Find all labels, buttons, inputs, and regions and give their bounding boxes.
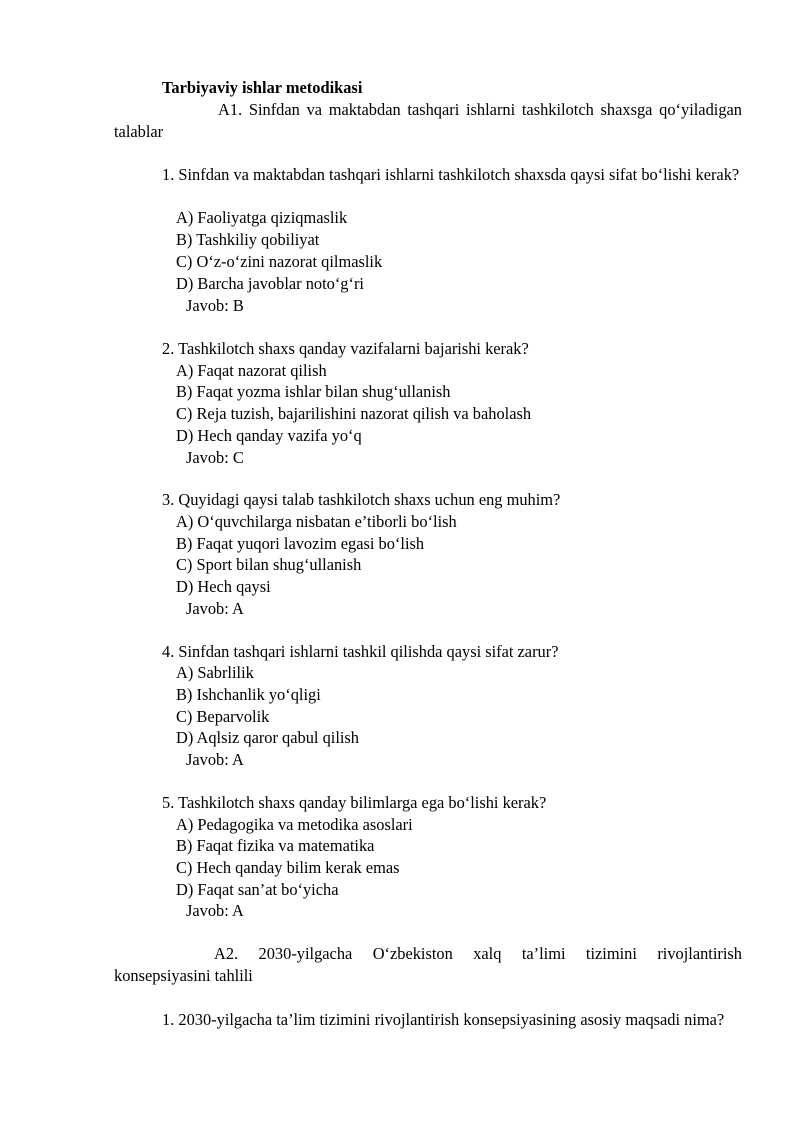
answer-line: Javob: B (186, 296, 244, 315)
answer-line: Javob: A (186, 750, 244, 769)
option-b: B) Tashkiliy qobiliyat (176, 230, 320, 249)
question-3: 3. Quyidagi qaysi talab tashkilotch shaxs uchun eng muhim? (162, 490, 561, 509)
section-heading-a2: A2. 2030-yilgacha O‘zbekiston xalq ta’limi tizimini rivojlantirish konsepsiyasini tahlili (114, 944, 742, 985)
option-d: D) Hech qanday vazifa yo‘q (176, 426, 362, 445)
question-2: 2. Tashkilotch shaxs qanday vazifalarni bajarishi kerak? (162, 339, 529, 358)
option-a: A) Pedagogika va metodika asoslari (176, 815, 413, 834)
option-a: A) O‘quvchilarga nisbatan e’tiborli bo‘lish (176, 512, 457, 531)
option-c: C) Hech qanday bilim kerak emas (176, 858, 400, 877)
option-d: D) Aqlsiz qaror qabul qilish (176, 728, 360, 747)
option-a: A) Faqat nazorat qilish (176, 361, 327, 380)
option-c: C) Sport bilan shug‘ullanish (176, 555, 362, 574)
option-c: C) Reja tuzish, bajarilishini nazorat qilish va baholash (176, 404, 532, 423)
option-a: A) Sabrlilik (176, 663, 254, 682)
document-title: Tarbiyaviy ishlar metodikasi (162, 78, 363, 97)
answer-line: Javob: C (186, 448, 244, 467)
answer-line: Javob: A (186, 901, 244, 920)
question-1: 1. Sinfdan va maktabdan tashqari ishlarni tashkilotch shaxsda qaysi sifat bo‘lishi kerak? (162, 165, 740, 184)
section-heading-a1: A1. Sinfdan va maktabdan tashqari ishlarni tashkilotch shaxsga qo‘yiladigan talablar (114, 100, 742, 141)
option-b: B) Faqat yozma ishlar bilan shug‘ullanish (176, 382, 451, 401)
question-4: 4. Sinfdan tashqari ishlarni tashkil qilishda qaysi sifat zarur? (162, 642, 559, 661)
option-c: C) Beparvolik (176, 707, 270, 726)
question-5: 5. Tashkilotch shaxs qanday bilimlarga ega bo‘lishi kerak? (162, 793, 547, 812)
option-b: B) Faqat yuqori lavozim egasi bo‘lish (176, 534, 425, 553)
question-1: 1. 2030-yilgacha ta’lim tizimini rivojlantirish konsepsiyasining asosiy maqsadi nima? (162, 1010, 725, 1029)
option-c: C) O‘z-o‘zini nazorat qilmaslik (176, 252, 383, 271)
option-b: B) Faqat fizika va matematika (176, 836, 375, 855)
option-b: B) Ishchanlik yo‘qligi (176, 685, 321, 704)
option-d: D) Faqat san’at bo‘yicha (176, 880, 339, 899)
option-d: D) Barcha javoblar noto‘g‘ri (176, 274, 364, 293)
option-a: A) Faoliyatga qiziqmaslik (176, 208, 348, 227)
option-d: D) Hech qaysi (176, 577, 271, 596)
answer-line: Javob: A (186, 599, 244, 618)
